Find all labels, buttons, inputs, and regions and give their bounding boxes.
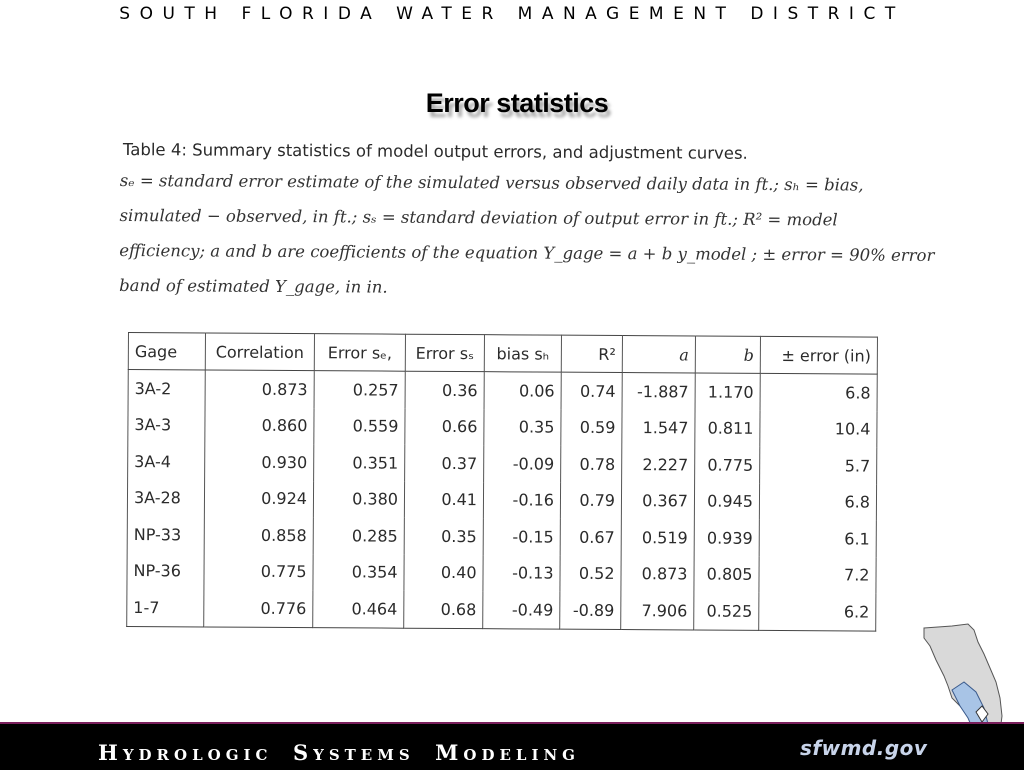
gage-cell: 1-7 [127, 589, 204, 626]
value-cell: 0.35 [484, 409, 561, 446]
value-cell: 0.59 [561, 409, 622, 446]
header-bias: bias sₕ [484, 335, 561, 372]
value-cell: 0.519 [621, 519, 694, 556]
value-cell: 0.858 [204, 516, 313, 553]
value-cell: 0.74 [561, 372, 622, 409]
header-gage: Gage [128, 333, 205, 370]
slide-title: Error statistics [425, 88, 609, 118]
value-cell: 0.367 [621, 483, 694, 520]
header-b: b [695, 336, 760, 373]
caption-line: simulated − observed, in ft.; sₛ = standard deviation of output error in ft.; R² = model [119, 205, 838, 230]
value-cell: 0.380 [313, 481, 404, 518]
value-cell: 5.7 [760, 447, 877, 484]
gage-cell: NP-36 [127, 552, 204, 589]
value-cell: 0.776 [204, 589, 313, 627]
value-cell: 0.945 [694, 483, 759, 520]
table-row [127, 589, 876, 631]
value-cell: 0.811 [695, 410, 760, 447]
value-cell: 6.2 [759, 593, 876, 631]
header-error-in: ± error (in) [760, 336, 877, 374]
value-cell: -0.16 [483, 482, 560, 519]
value-cell: 2.227 [622, 446, 695, 483]
value-cell: 0.06 [484, 372, 561, 409]
program-word: YSTEMS [313, 746, 415, 764]
gage-cell: 3A-28 [127, 480, 204, 517]
value-cell: 0.464 [313, 590, 404, 628]
footer-bar [0, 722, 1024, 770]
value-cell: 0.805 [694, 556, 759, 593]
value-cell: 0.775 [204, 553, 313, 590]
value-cell: 7.2 [759, 556, 876, 593]
table-row [127, 516, 876, 557]
value-cell: 0.79 [560, 482, 621, 519]
value-cell: 7.906 [621, 592, 694, 629]
value-cell: 0.36 [405, 371, 484, 408]
gage-cell: 3A-2 [128, 370, 205, 407]
value-cell: 0.525 [694, 592, 759, 629]
header-error-ss: Error sₛ [405, 334, 484, 371]
value-cell: 0.52 [560, 555, 621, 592]
org-header: SOUTH FLORIDA WATER MANAGEMENT DISTRICT [119, 4, 905, 24]
gage-cell: 3A-4 [128, 443, 205, 480]
gage-cell: NP-33 [127, 516, 204, 553]
table-row [127, 480, 876, 521]
program-letter: S [292, 740, 314, 765]
value-cell: 1.170 [695, 373, 760, 410]
value-cell: 0.35 [404, 518, 483, 555]
program-word: ODELING [463, 746, 580, 764]
value-cell: 0.66 [405, 408, 484, 445]
sfwmd-logo[interactable]: sfwmd.gov [800, 736, 928, 760]
value-cell: 10.4 [760, 410, 877, 447]
value-cell: 0.930 [205, 443, 314, 480]
value-cell: -0.13 [483, 555, 560, 592]
value-cell: 0.559 [314, 408, 405, 445]
table-body [127, 370, 878, 631]
value-cell: 0.40 [404, 554, 483, 591]
gage-cell: 3A-3 [128, 407, 205, 444]
table-row [128, 407, 877, 448]
value-cell: -0.09 [484, 445, 561, 482]
program-letter: M [435, 740, 464, 765]
value-cell: 0.924 [204, 480, 313, 517]
value-cell: 0.873 [205, 370, 314, 408]
program-word: YDROLOGIC [122, 746, 273, 764]
value-cell: 6.8 [760, 373, 877, 411]
value-cell: 0.78 [561, 446, 622, 483]
value-cell: -1.887 [622, 373, 695, 410]
program-name [98, 740, 580, 765]
value-cell: 6.1 [759, 520, 876, 557]
value-cell: 0.860 [205, 407, 314, 444]
program-letter: H [98, 740, 123, 765]
value-cell: 0.68 [404, 591, 483, 628]
header-correlation: Correlation [205, 333, 314, 371]
value-cell: 0.37 [405, 445, 484, 482]
caption-line: efficiency; a and b are coefficients of the equation Y_gage = a + b y_model ; ± error = 90% error [119, 240, 935, 265]
error-statistics-table [126, 332, 878, 631]
caption-heading: Table 4: Summary statistics of model output errors, and adjustment curves. [122, 140, 748, 163]
value-cell: 0.354 [313, 554, 404, 591]
value-cell: 6.8 [759, 483, 876, 520]
value-cell: 0.351 [314, 444, 405, 481]
table-row [128, 370, 877, 412]
value-cell: 0.775 [695, 446, 760, 483]
value-cell: 0.939 [694, 519, 759, 556]
header-r2: R² [561, 335, 622, 372]
table-row [128, 443, 877, 484]
caption-line: band of estimated Y_gage, in in. [119, 275, 388, 297]
value-cell: -0.89 [560, 592, 621, 629]
value-cell: 1.547 [622, 410, 695, 447]
value-cell: 0.257 [314, 371, 405, 409]
table-header-row [128, 333, 877, 375]
table-caption [119, 140, 935, 308]
header-error-se: Error sₑ, [314, 334, 405, 372]
value-cell: 0.67 [560, 519, 621, 556]
table-row [127, 552, 876, 593]
value-cell: 0.285 [313, 517, 404, 554]
value-cell: -0.49 [483, 591, 560, 628]
header-a: a [622, 336, 695, 373]
caption-line: sₑ = standard error estimate of the simulated versus observed daily data in ft.; sₕ = bias, [119, 170, 864, 195]
value-cell: 0.873 [621, 556, 694, 593]
value-cell: -0.15 [483, 518, 560, 555]
value-cell: 0.41 [404, 481, 483, 518]
